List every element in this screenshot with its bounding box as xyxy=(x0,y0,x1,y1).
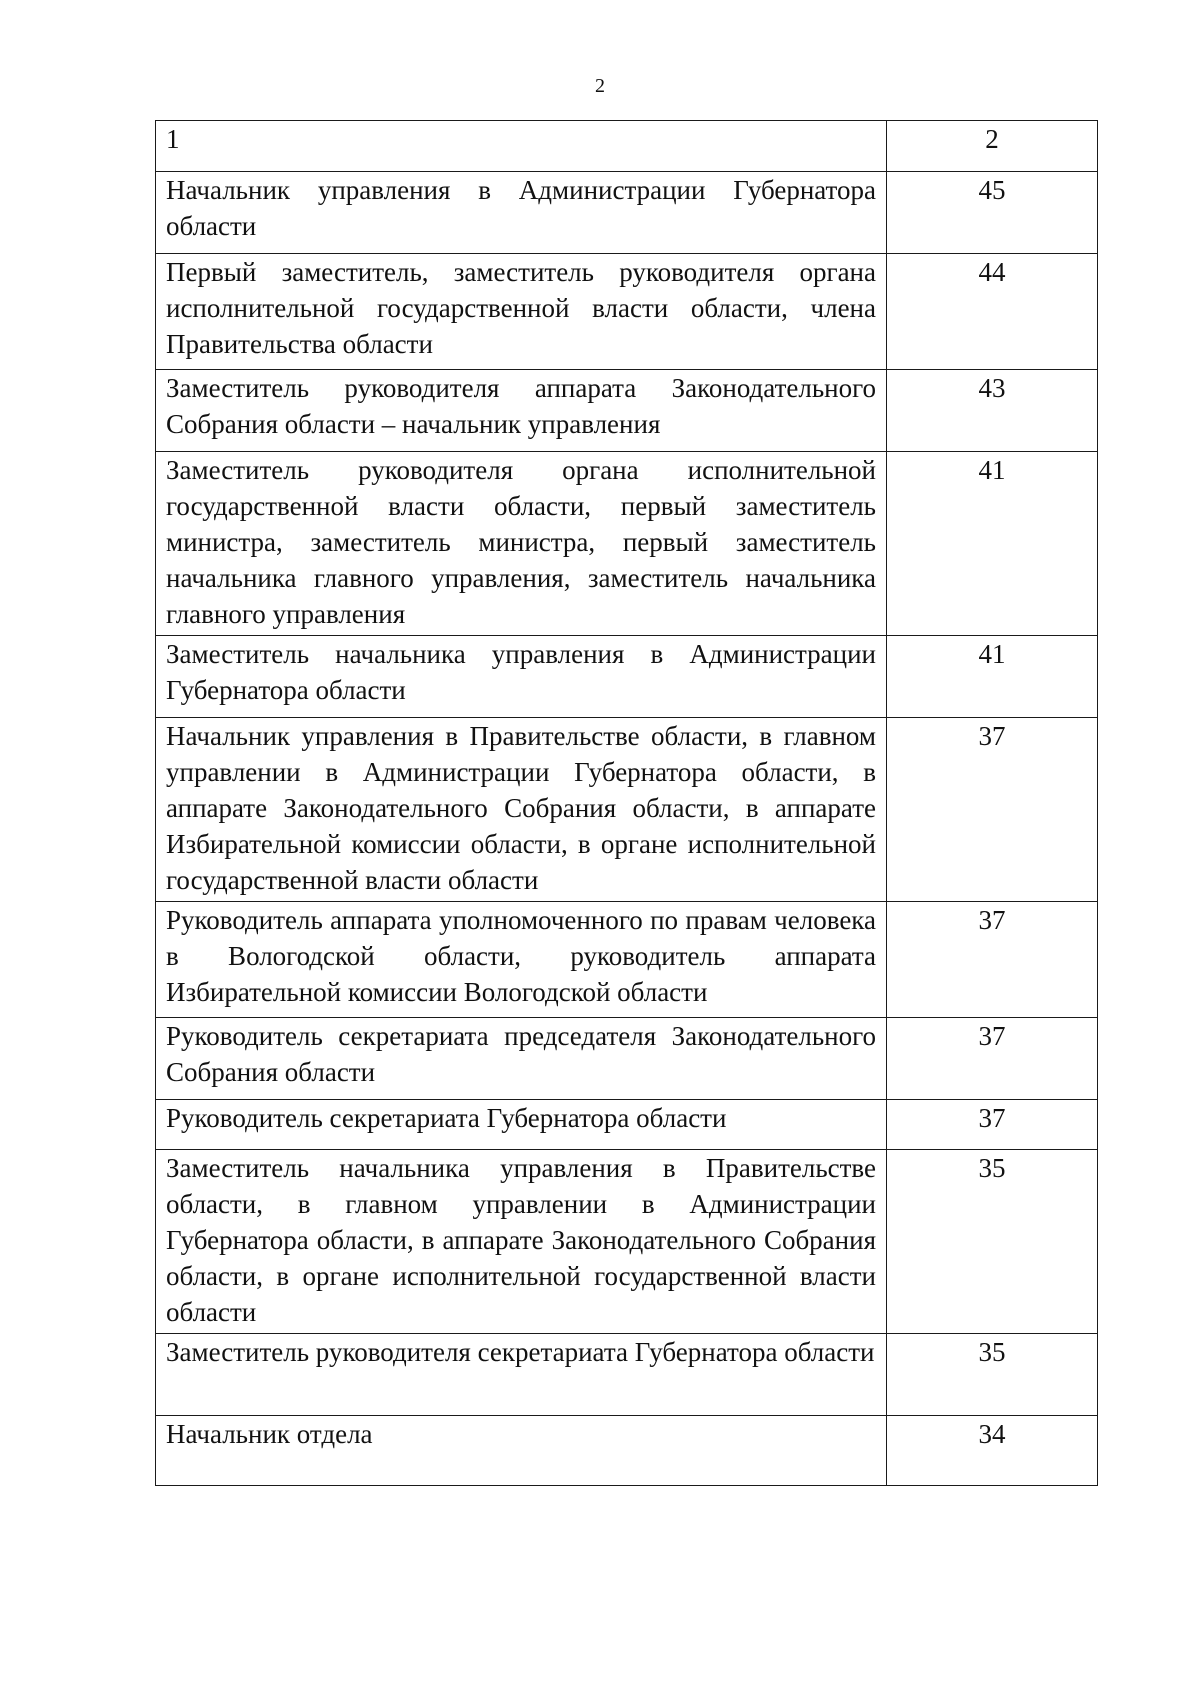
position-cell: Заместитель начальника управления в Правительстве области, в главном управлении в Администрации Губернатора области, в аппарате Законодательного Собрания области, в органе исполнительной государственной власти области xyxy=(156,1150,887,1334)
value-cell: 45 xyxy=(887,172,1098,254)
position-cell: Руководитель секретариата Губернатора области xyxy=(156,1100,887,1150)
value-cell: 35 xyxy=(887,1334,1098,1416)
position-cell: Заместитель руководителя аппарата Законодательного Собрания области – начальник управления xyxy=(156,370,887,452)
table-row xyxy=(156,718,1098,902)
table-row xyxy=(156,636,1098,718)
table-row xyxy=(156,1100,1098,1150)
table-row xyxy=(156,1150,1098,1334)
position-cell: Заместитель руководителя органа исполнительной государственной власти области, первый заместитель министра, заместитель министра, первый заместитель начальника главного управления, заместитель начальника главного управления xyxy=(156,452,887,636)
value-cell: 37 xyxy=(887,1100,1098,1150)
position-cell: Руководитель секретариата председателя Законодательного Собрания области xyxy=(156,1018,887,1100)
header-cell-2: 2 xyxy=(887,121,1098,172)
value-cell: 34 xyxy=(887,1416,1098,1486)
header-cell-1: 1 xyxy=(156,121,887,172)
positions-table xyxy=(155,120,1098,1486)
value-cell: 41 xyxy=(887,636,1098,718)
position-cell: Начальник управления в Правительстве области, в главном управлении в Администрации Губернатора области, в аппарате Законодательного Собрания области, в аппарате Избирательной комиссии области, в органе исполнительной государственной власти области xyxy=(156,718,887,902)
position-cell: Заместитель начальника управления в Администрации Губернатора области xyxy=(156,636,887,718)
value-cell: 37 xyxy=(887,718,1098,902)
value-cell: 44 xyxy=(887,254,1098,370)
value-cell: 43 xyxy=(887,370,1098,452)
table-row xyxy=(156,1018,1098,1100)
position-cell: Руководитель аппарата уполномоченного по правам человека в Вологодской области, руководитель аппарата Избирательной комиссии Вологодской области xyxy=(156,902,887,1018)
value-cell: 37 xyxy=(887,1018,1098,1100)
table-row xyxy=(156,370,1098,452)
position-cell: Заместитель руководителя секретариата Губернатора области xyxy=(156,1334,887,1416)
table-row xyxy=(156,902,1098,1018)
table-row xyxy=(156,172,1098,254)
value-cell: 37 xyxy=(887,902,1098,1018)
value-cell: 35 xyxy=(887,1150,1098,1334)
page-number: 2 xyxy=(595,75,605,97)
position-cell: Первый заместитель, заместитель руководителя органа исполнительной государственной власти области, члена Правительства области xyxy=(156,254,887,370)
table-row xyxy=(156,1334,1098,1416)
table-row xyxy=(156,452,1098,636)
position-cell: Начальник управления в Администрации Губернатора области xyxy=(156,172,887,254)
table-header-row xyxy=(156,121,1098,172)
table-row xyxy=(156,254,1098,370)
position-cell: Начальник отдела xyxy=(156,1416,887,1486)
table-row xyxy=(156,1416,1098,1486)
value-cell: 41 xyxy=(887,452,1098,636)
